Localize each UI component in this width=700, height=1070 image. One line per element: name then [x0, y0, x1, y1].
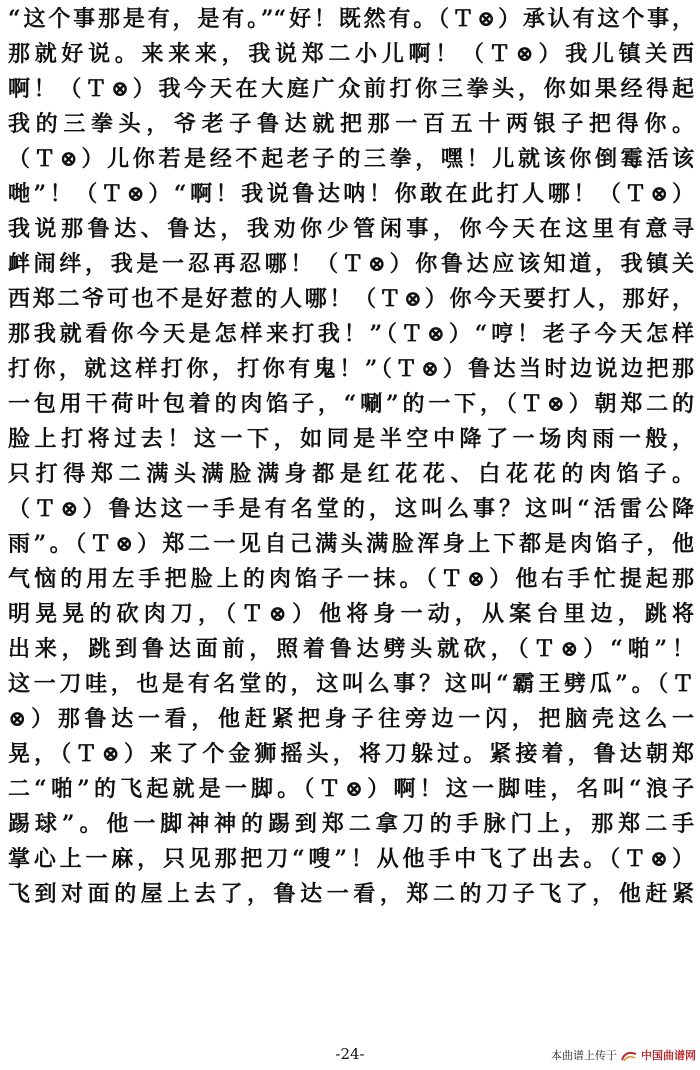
watermark-prefix: 本曲谱上传于	[551, 1049, 617, 1062]
text-line: ⊗）那鲁达一看，他赶紧把身子往旁边一闪，把脑壳这么一	[8, 706, 694, 732]
text-line: 衅闹绊，我是一忍再忍哪！（Ｔ⊗）你鲁达应该知道，我镇关	[8, 251, 694, 277]
text-line: 气恼的用左手把脸上的肉馅子一抹。（Ｔ⊗）他右手忙提起那	[8, 566, 694, 592]
text-line: 脸上打将过去！这一下，如同是半空中降了一场肉雨一般，	[8, 426, 694, 452]
page-number: -24-	[335, 1045, 365, 1063]
text-line: 打你，就这样打你，打你有鬼！”（Ｔ⊗）鲁达当时边说边把那	[8, 356, 694, 382]
text-line: 那就好说。来来来，我说郑二小儿啊！（Ｔ⊗）我儿镇关西	[8, 41, 694, 67]
text-line: 掌心上一麻，只见那把刀“嗖”！从他手中飞了出去。（Ｔ⊗）	[8, 846, 694, 872]
text-line: 这一刀哇，也是有名堂的，这叫么事？这叫“霸王劈瓜”。（Ｔ	[8, 671, 694, 697]
text-line: 出来，跳到鲁达面前，照着鲁达劈头就砍，（Ｔ⊗）“啪”！	[8, 636, 694, 662]
text-line: 踢球”。他一脚神神的踢到郑二拿刀的手脉门上，那郑二手	[8, 811, 694, 837]
text-line: 哋”！（Ｔ⊗）“啊！我说鲁达呐！你敢在此打人哪！（Ｔ⊗）	[8, 181, 694, 207]
text-line: 西郑二爷可也不是好惹的人哪！（Ｔ⊗）你今天要打人，那好，	[8, 286, 694, 312]
text-line: 那我就看你今天是怎样来打我！”（Ｔ⊗）“哼！老子今天怎样	[8, 321, 694, 347]
site-watermark	[551, 1046, 696, 1066]
text-line: 飞到对面的屋上去了，鲁达一看，郑二的刀子飞了，他赶紧	[8, 881, 694, 907]
text-line: “这个事那是有，是有。”“好！既然有。（Ｔ⊗）承认有这个事，	[8, 6, 694, 32]
watermark-brand: 中国曲谱网	[641, 1049, 696, 1062]
text-line: 我说那鲁达、鲁达，我劝你少管闲事，你今天在这里有意寻	[8, 216, 694, 242]
text-line: （Ｔ⊗）儿你若是经不起老子的三拳，嘿！儿就该你倒霉活该	[8, 146, 694, 172]
text-line: 我的三拳头，爷老子鲁达就把那一百五十两银子把得你。	[8, 111, 694, 137]
text-line: 一包用干荷叶包着的肉馅子，“唰”的一下，（Ｔ⊗）朝郑二的	[8, 391, 694, 417]
text-line: 晃，（Ｔ⊗）来了个金狮摇头，将刀躲过。紧接着，鲁达朝郑	[8, 741, 694, 767]
site-logo-icon	[621, 1050, 637, 1062]
text-line: 只打得郑二满头满脸满身都是红花花、白花花的肉馅子。	[8, 461, 694, 487]
text-line: 明晃晃的砍肉刀，（Ｔ⊗）他将身一动，从案台里边，跳将	[8, 601, 694, 627]
text-line: （Ｔ⊗）鲁达这一手是有名堂的，这叫么事？这叫“活雷公降	[8, 496, 694, 522]
text-line: 雨”。（Ｔ⊗）郑二一见自己满头满脸浑身上下都是肉馅子，他	[8, 531, 694, 557]
text-line: 二“啪”的飞起就是一脚。（Ｔ⊗）啊！这一脚哇，名叫“浪子	[8, 776, 694, 802]
text-line: 啊！（Ｔ⊗）我今天在大庭广众前打你三拳头，你如果经得起	[8, 76, 694, 102]
body-text	[8, 2, 694, 912]
